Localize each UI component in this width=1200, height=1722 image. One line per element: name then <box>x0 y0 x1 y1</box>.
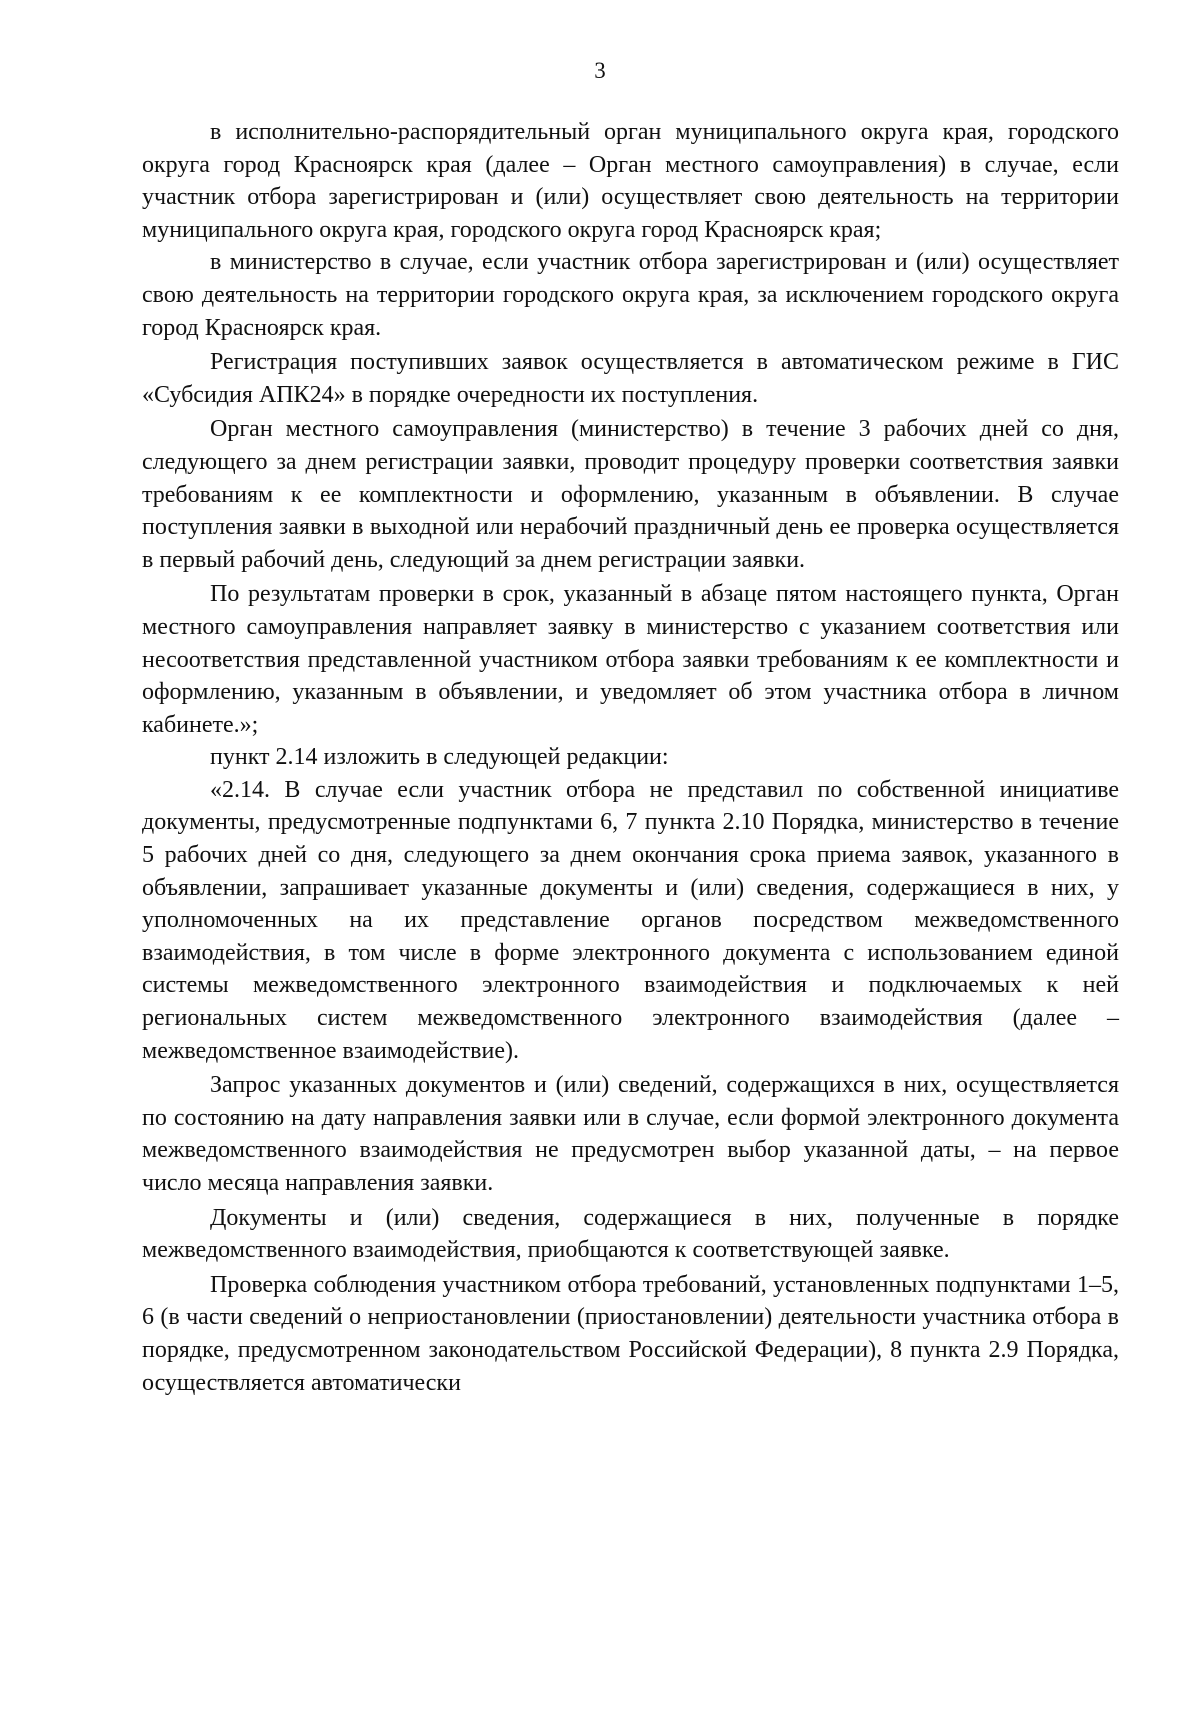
paragraph: в министерство в случае, если участник отбора зарегистрирован и (или) осуществляет свою деятельность на территории городского округа края, за исключением городского округа город Красноярск края. <box>142 249 1119 341</box>
paragraph: Регистрация поступивших заявок осуществляется в автоматическом режиме в ГИС «Субсидия АПК24» в порядке очередности их поступления. <box>142 349 1119 408</box>
paragraph: Документы и (или) сведения, содержащиеся в них, полученные в порядке межведомственного взаимодействия, приобщаются к соответствующей заявке. <box>142 1204 1119 1264</box>
paragraph: Проверка соблюдения участником отбора требований, установленных подпунктами 1–5, 6 (в части сведений о неприостановлении (приостановлении) деятельности участника отбора в порядке, предусмотренном законодательством Российской Федерации), 8 пункта 2.9 Порядка, осуществляется автоматически <box>142 1271 1119 1396</box>
page-number: 3 <box>594 58 606 83</box>
paragraph: «2.14. В случае если участник отбора не представил по собственной инициативе документы, предусмотренные подпунктами 6, 7 пункта 2.10 Порядка, министерство в течение 5 рабочих дней со дня, следующего за днем окончания срока приема заявок, указанного в объявлении, запрашивает указанные документы и (или) сведения, содержащиеся в них, у уполномоченных на их представление органов посредством межведомственного взаимодействия, в том числе в форме электронного документа с использованием единой системы межведомственного электронного взаимодействия и подключаемых к ней региональных систем межведомственного электронного взаимодействия (далее – межведомственное взаимодействие). <box>142 776 1119 1064</box>
paragraph: Орган местного самоуправления (министерство) в течение 3 рабочих дней со дня, следующего за днем регистрации заявки, проводит процедуру проверки соответствия заявки требованиям к ее комплектности и оформлению, указанным в объявлении. В случае поступления заявки в выходной или нерабочий праздничный день ее проверка осуществляется в первый рабочий день, следующий за днем регистрации заявки. <box>142 416 1119 573</box>
paragraph: Запрос указанных документов и (или) сведений, содержащихся в них, осуществляется по состоянию на дату направления заявки или в случае, если формой электронного документа межведомственного взаимодействия не предусмотрен выбор указанной даты, – на первое число месяца направления заявки. <box>142 1072 1119 1196</box>
paragraph: пункт 2.14 изложить в следующей редакции: <box>210 744 669 771</box>
paragraph: По результатам проверки в срок, указанный в абзаце пятом настоящего пункта, Орган местного самоуправления направляет заявку в министерство с указанием соответствия или несоответствия представленной участником отбора заявки требованиям к ее комплектности и оформлению, указанным в объявлении, и уведомляет об этом участника отбора в личном кабинете.»; <box>142 581 1119 738</box>
document-body <box>142 116 1119 1399</box>
paragraph: в исполнительно-распорядительный орган муниципального округа края, городского округа город Красноярск края (далее – Орган местного самоуправления) в случае, если участник отбора зарегистрирован и (или) осуществляет свою деятельность на территории муниципального округа края, городского округа город Красноярск края; <box>142 119 1119 243</box>
